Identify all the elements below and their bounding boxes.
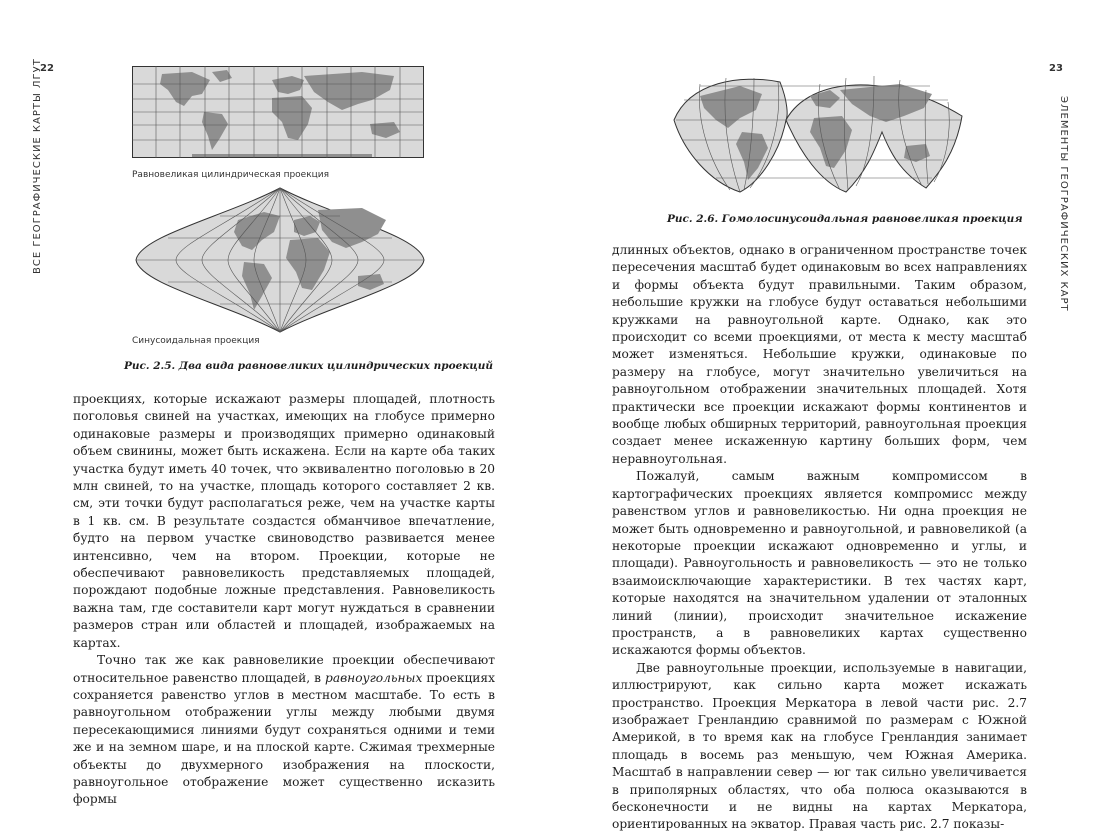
homolosine-map [670, 72, 968, 196]
left-running-title: ВСЕ ГЕОГРАФИЧЕСКИЕ КАРТЫ ЛГУТ [32, 58, 43, 274]
right-paragraph-1: длинных объектов, однако в ограниченном пространстве точек пересечения масштаб будет одинаковым во всех направлениях и формы объекта будут правильными. Таким образом, небольшие кружки на глобусе будут оставаться небольшими кружками на равноугольной карте. Однако, как это происходит со всеми проекциями, от места к месту масштаб может изменяться. Небольшие кружки, одинаковые по размеру на глобусе, могут значительно увеличиться на равноугольном отображении значительных площадей. Хотя практически все проекции искажают формы континентов и вообще любых обширных территорий, равноугольная проекция создает менее искаженную картину больших форм, чем неравноугольная. [612, 243, 1027, 466]
left-body-text [73, 391, 495, 809]
left-page-number: 22 [40, 63, 54, 74]
right-paragraph-2: Пожалуй, самым важным компромиссом в картографических проекциях является компромисс между равенством углов и равновеликостью. Ни одна проекция не может быть одновременно и равноугольной, и равновеликой (а некоторые проекции искажают одновременно и углы, и площади). Равноугольность и равновеликость — это не только взаимоисключающие характеристики. В тех частях карт, которые находятся на значительном удалении от эталонных линий (линии), происходит значительное искажение пространств, а в равновеликих картах существенно искажаются формы объектов. [612, 469, 1027, 658]
left-paragraph-2 [73, 652, 495, 809]
sinusoidal-map-label: Синусоидальная проекция [132, 336, 260, 346]
cylindrical-map-label: Равновеликая цилиндрическая проекция [132, 170, 330, 180]
right-page-number: 23 [1049, 63, 1063, 74]
left-paragraph-2-part2: проекциях сохраняется равенство углов в местном масштабе. То есть в равноугольном отображении углы между любыми двумя пересекающимися линиями будут сохраняться одними и теми же и на земном шаре, и на плоской карте. Сжимая трехмерные объекты до двухмерного изображения на плоскости, равноугольное отображение может существенно исказить формы [73, 670, 495, 807]
cylindrical-map [132, 66, 424, 158]
sinusoidal-map [134, 186, 426, 334]
left-paragraph-2-italic: равноугольных [325, 670, 423, 685]
figure-caption-2-6: Рис. 2.6. Гомолосинусоидальная равновеликая проекция [667, 213, 1023, 225]
right-paragraph-3: Две равноугольные проекции, используемые в навигации, иллюстрируют, как сильно карта может искажать пространство. Проекция Меркатора в левой части рис. 2.7 изображает Гренландию сравнимой по размерам с Южной Америкой, в то время как на глобусе Гренландия занимает площадь в восемь раз меньшую, чем Южная Америка. Масштаб в направлении север — юг так сильно увеличивается в приполярных областях, что оба полюса оказываются в бесконечности и не видны на картах Меркатора, ориентированных на экватор. Правая часть рис. 2.7 показы- [612, 660, 1027, 832]
left-paragraph-1: проекциях, которые искажают размеры площадей, плотность поголовья свиней на участках, имеющих на глобусе примерно одинаковые размеры и производящих примерно одинаковый объем свинины, может быть искажена. Если на карте оба таких участка будут иметь 40 точек, что эквивалентно поголовью в 20 млн свиней, то на участке, площадь которого составляет 2 кв. см, эти точки будут располагаться реже, чем на участке карты в 1 кв. см. В результате создастся обманчивое впечатление, будто на первом участке свиноводство развивается менее интенсивно, чем на втором. Проекции, которые не обеспечивают равновеликость представляемых площадей, порождают подобные ложные представления. Равновеликость важна там, где составители карт могут нуждаться в сравнении размеров стран или областей и площадей, изображаемых на картах. [73, 392, 495, 650]
right-running-title: ЭЛЕМЕНТЫ ГЕОГРАФИЧЕСКИХ КАРТ [1058, 96, 1069, 312]
right-body-text [612, 242, 1027, 834]
figure-caption-2-5: Рис. 2.5. Два вида равновеликих цилиндрических проекций [124, 360, 494, 372]
left-paragraph-2-part1: Точно так же как равновеликие проекции обеспечивают относительное равенство площадей, в [73, 653, 495, 685]
